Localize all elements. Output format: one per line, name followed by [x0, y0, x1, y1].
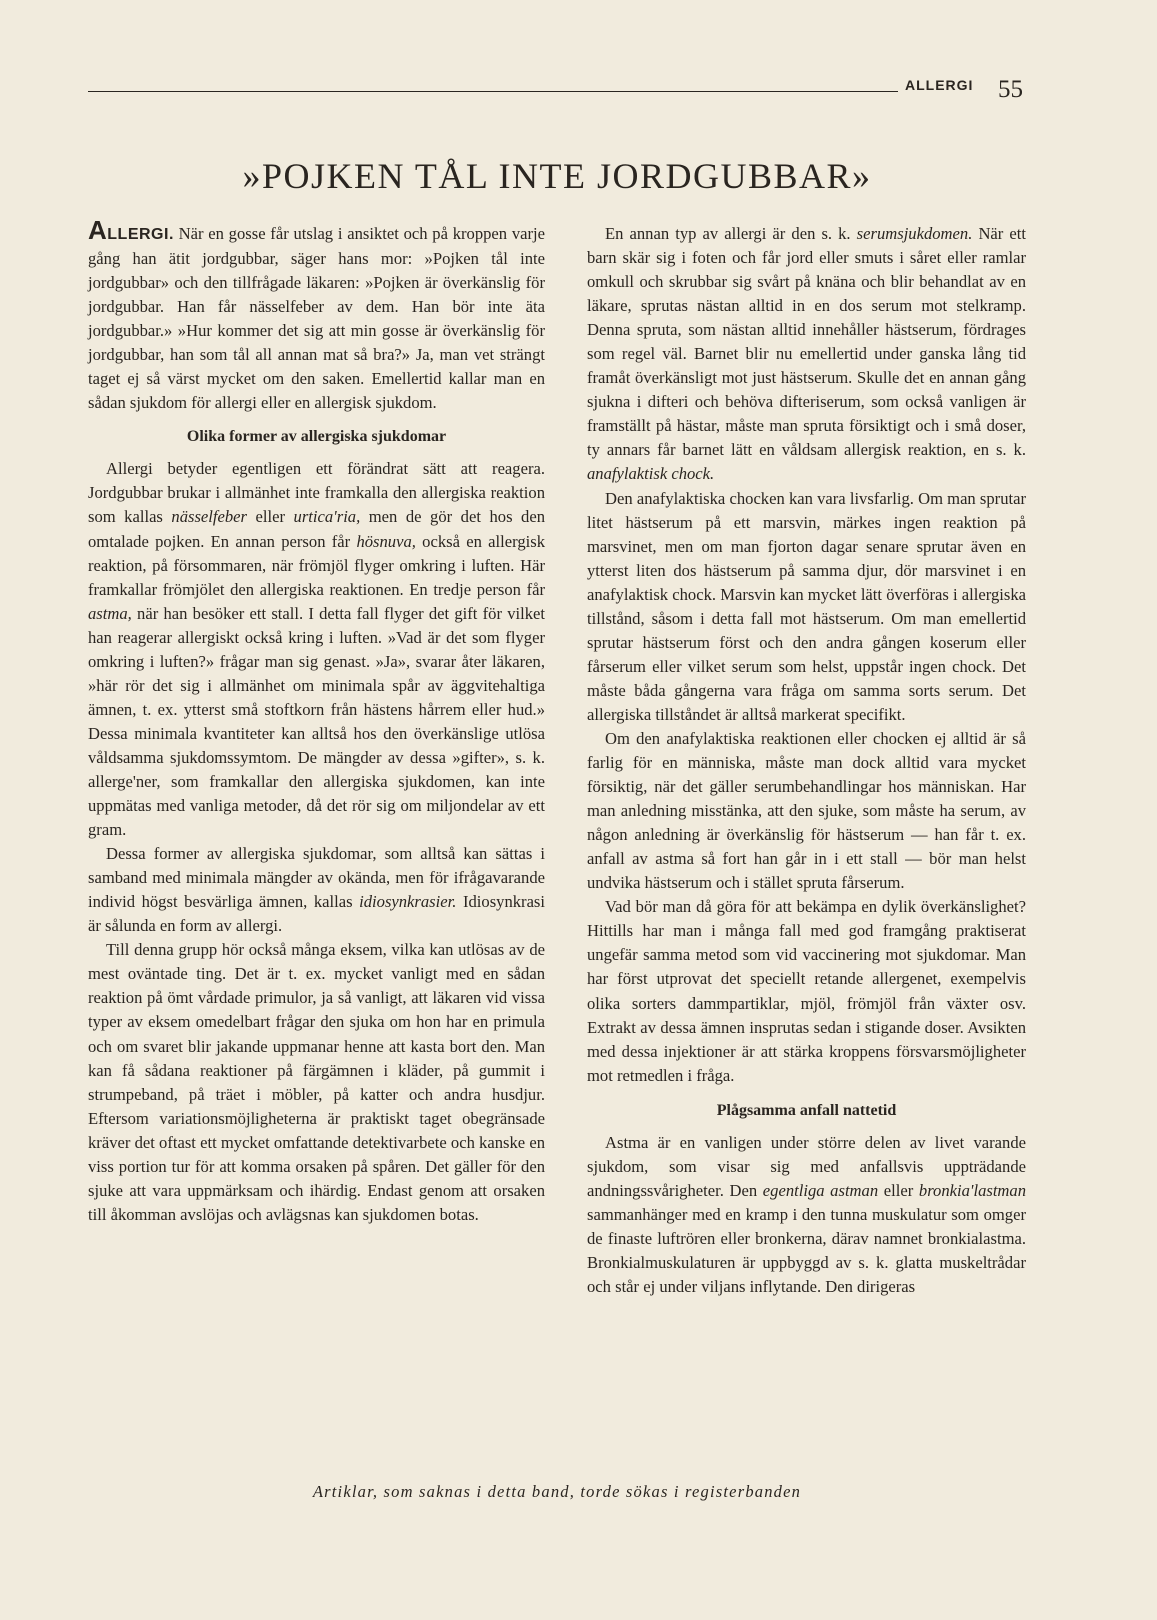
footer-note: Artiklar, som saknas i detta band, torde sökas i registerbanden	[312, 1482, 802, 1501]
page-number: 55	[998, 76, 1023, 103]
lead-word: ALLERGI.	[88, 215, 174, 245]
running-header: ALLERGI	[905, 77, 974, 93]
intro-paragraph: ALLERGI. När en gosse får utslag i ansiktet och på kroppen varje gång han ätit jordgubbar, säger hans mor: »Pojken tål inte jordgubbar» och den tillfrågade läkaren: »Pojken är överkänslig för jordgubbar. Han får nässelfeber av dem. Han bör inte äta jordgubbar.» »Hur kommer det sig att min gosse är överkänslig för jordgubbar, han som tål all annan mat så bra?» Ja, man vet strängt taget ej så värst mycket om den saken. Emellertid kallar man en sådan sjukdom för allergi eller en allergisk sjukdom.	[88, 215, 545, 413]
paragraph: Till denna grupp hör också många eksem, vilka kan utlösas av de mest oväntade ting. Det är t. ex. mycket vanligt med en sådan reaktion på ömt vårdade primulor, ja så vanligt, att läkaren vid vissa typer av eksem omedelbart frågar den sjuka om hon har en primula och om svaret blir jakande uppmanar henne att kasta bort den. Man kan få sådana reaktioner på färgämnen i kläder, på gummit i strumpeband, på träet i möbler, på katter och andra husdjur. Eftersom variationsmöjligheterna är praktiskt taget obegränsade kräver det oftast ett mycket omfattande detektivarbete och kanske en viss portion tur för att komma orsaken på spåren. Det gäller för den sjuke att vara uppmärksam och ihärdig. Endast genom att orsaken till åkomman avslöjas och avlägsnas kan sjukdomen botas.	[88, 940, 545, 1224]
right-column	[587, 222, 1026, 1299]
paragraph: En annan typ av allergi är den s. k. serumsjukdomen. När ett barn skär sig i foten och får jord eller smuts i såret eller ramlar omkull och skrubbar sig svårt på knäna och blir behandlat av en läkare, sprutas nästan alltid in en dos serum mot stelkramp. Denna spruta, som nästan alltid innehåller hästserum, fördrages som regel väl. Barnet blir nu emellertid under ganska lång tid framåt överkänsligt mot just hästserum. Skulle det en annan gång sjukna i difteri och behöva difteriserum, som också vanligen är framställt på hästar, måste man spruta försiktigt och i små doser, ty annars får barnet lätt en våldsam allergisk reaktion, en s. k. anafylaktisk chock.	[587, 224, 1026, 484]
header-rule	[88, 91, 898, 92]
subheading-forms: Olika former av allergiska sjukdomar	[186, 428, 447, 446]
paragraph: Den anafylaktiska chocken kan vara livsfarlig. Om man sprutar litet hästserum på ett marsvin, märkes ingen reaktion på marsvinet, men om man fjorton dagar senare sprutar även en ytterst liten dos hästserum på samma djur, dör marsvinet i en anafylaktisk chock. Marsvin kan mycket lätt överföras i allergiska tillstånd, såsom i detta fall mot hästserum. Om man emellertid sprutar hästserum först och den andra gången koserum eller fårserum eller vilket serum som helst, uppstår ingen chock. Det måste båda gångerna vara fråga om samma sorts serum. Det allergiska tillståndet är alltså markerat specifikt.	[587, 488, 1026, 724]
left-column	[88, 215, 546, 1227]
paragraph: Om den anafylaktiska reaktionen eller chocken ej alltid är så farlig för en människa, måste man dock alltid vara mycket försiktig, när det gäller serumbehandlingar hos människan. Har man anledning misstänka, att den sjuke, som måste ha serum, av någon anledning är överkänslig för hästserum — han får t. ex. anfall av astma så fort han går in i ett stall — bör man helst undvika hästserum och i stället spruta fårserum.	[587, 728, 1026, 893]
paragraph: Astma är en vanligen under större delen av livet varande sjukdom, som visar sig med anfallsvis uppträdande andningssvårigheter. Den egentliga astman eller bronkia'lastman sammanhänger med en kramp i den tunna muskulatur som omger de finaste luftrören eller bronkerna, därav namnet bronkialastma. Bronkialmuskulaturen är uppbyggd av s. k. glatta muskeltrådar och står ej under viljans inflytande. Den dirigeras	[587, 1132, 1027, 1296]
article-title: »POJKEN TÅL INTE JORDGUBBAR»	[242, 156, 872, 196]
paragraph: Allergi betyder egentligen ett förändrat sätt att reagera. Jordgubbar brukar i allmänhet inte framkalla den allergiska reaktion som kallas nässelfeber eller urtica'ria, men de gör det hos den omtalade pojken. En annan person får hösnuva, också en allergisk reaktion, på försommaren, när frömjöl flyger omkring i luften. Här framkallar frömjölet den allergiska reaktionen. En tredje person får astma, när han besöker ett stall. I detta fall flyger det gift för vilket han reagerar allergiskt också kring i luften. »Vad är det som flyger omkring i luften?» frågar man sig genast. »Ja», svarar åter läkaren, »här rör det sig i allmänhet om minimala spår av äggvitehaltiga ämnen, t. ex. ytterst små stoftkorn från hästens hårrem eller hud.» Dessa minimala kvantiteter kan alltså hos den överkänslige utlösa våldsamma sjukdomssymtom. De mängder av dessa »gifter», s. k. allerge'ner, som framkallar den allergiska sjukdomen, kan inte uppmätas med vanliga metoder, då det rör sig om miljondelar av ett gram.	[88, 459, 546, 840]
subheading-asthma: Plågsamma anfall nattetid	[716, 1101, 897, 1119]
paragraph: Dessa former av allergiska sjukdomar, som alltså kan sättas i samband med minimala mängder av okända, men för ifrågavarande individ högst besvärliga ämnen, kallas idiosynkrasier. Idiosynkrasi är sålunda en form av allergi.	[88, 844, 546, 936]
paragraph: Vad bör man då göra för att bekämpa en dylik överkänslighet? Hittills har man i många fall med god framgång praktiserat ungefär samma metod som vid vaccinering mot sjukdomar. Man har först utprovat det speciellt retande allergenet, exempelvis olika sorters dammpartiklar, mjöl, frömjöl från växter osv. Extrakt av dessa ämnen insprutas sedan i stigande doser. Avsikten med dessa injektioner är att stärka kroppens försvarsmöjligheter mot retmedlen i fråga.	[587, 897, 1026, 1085]
